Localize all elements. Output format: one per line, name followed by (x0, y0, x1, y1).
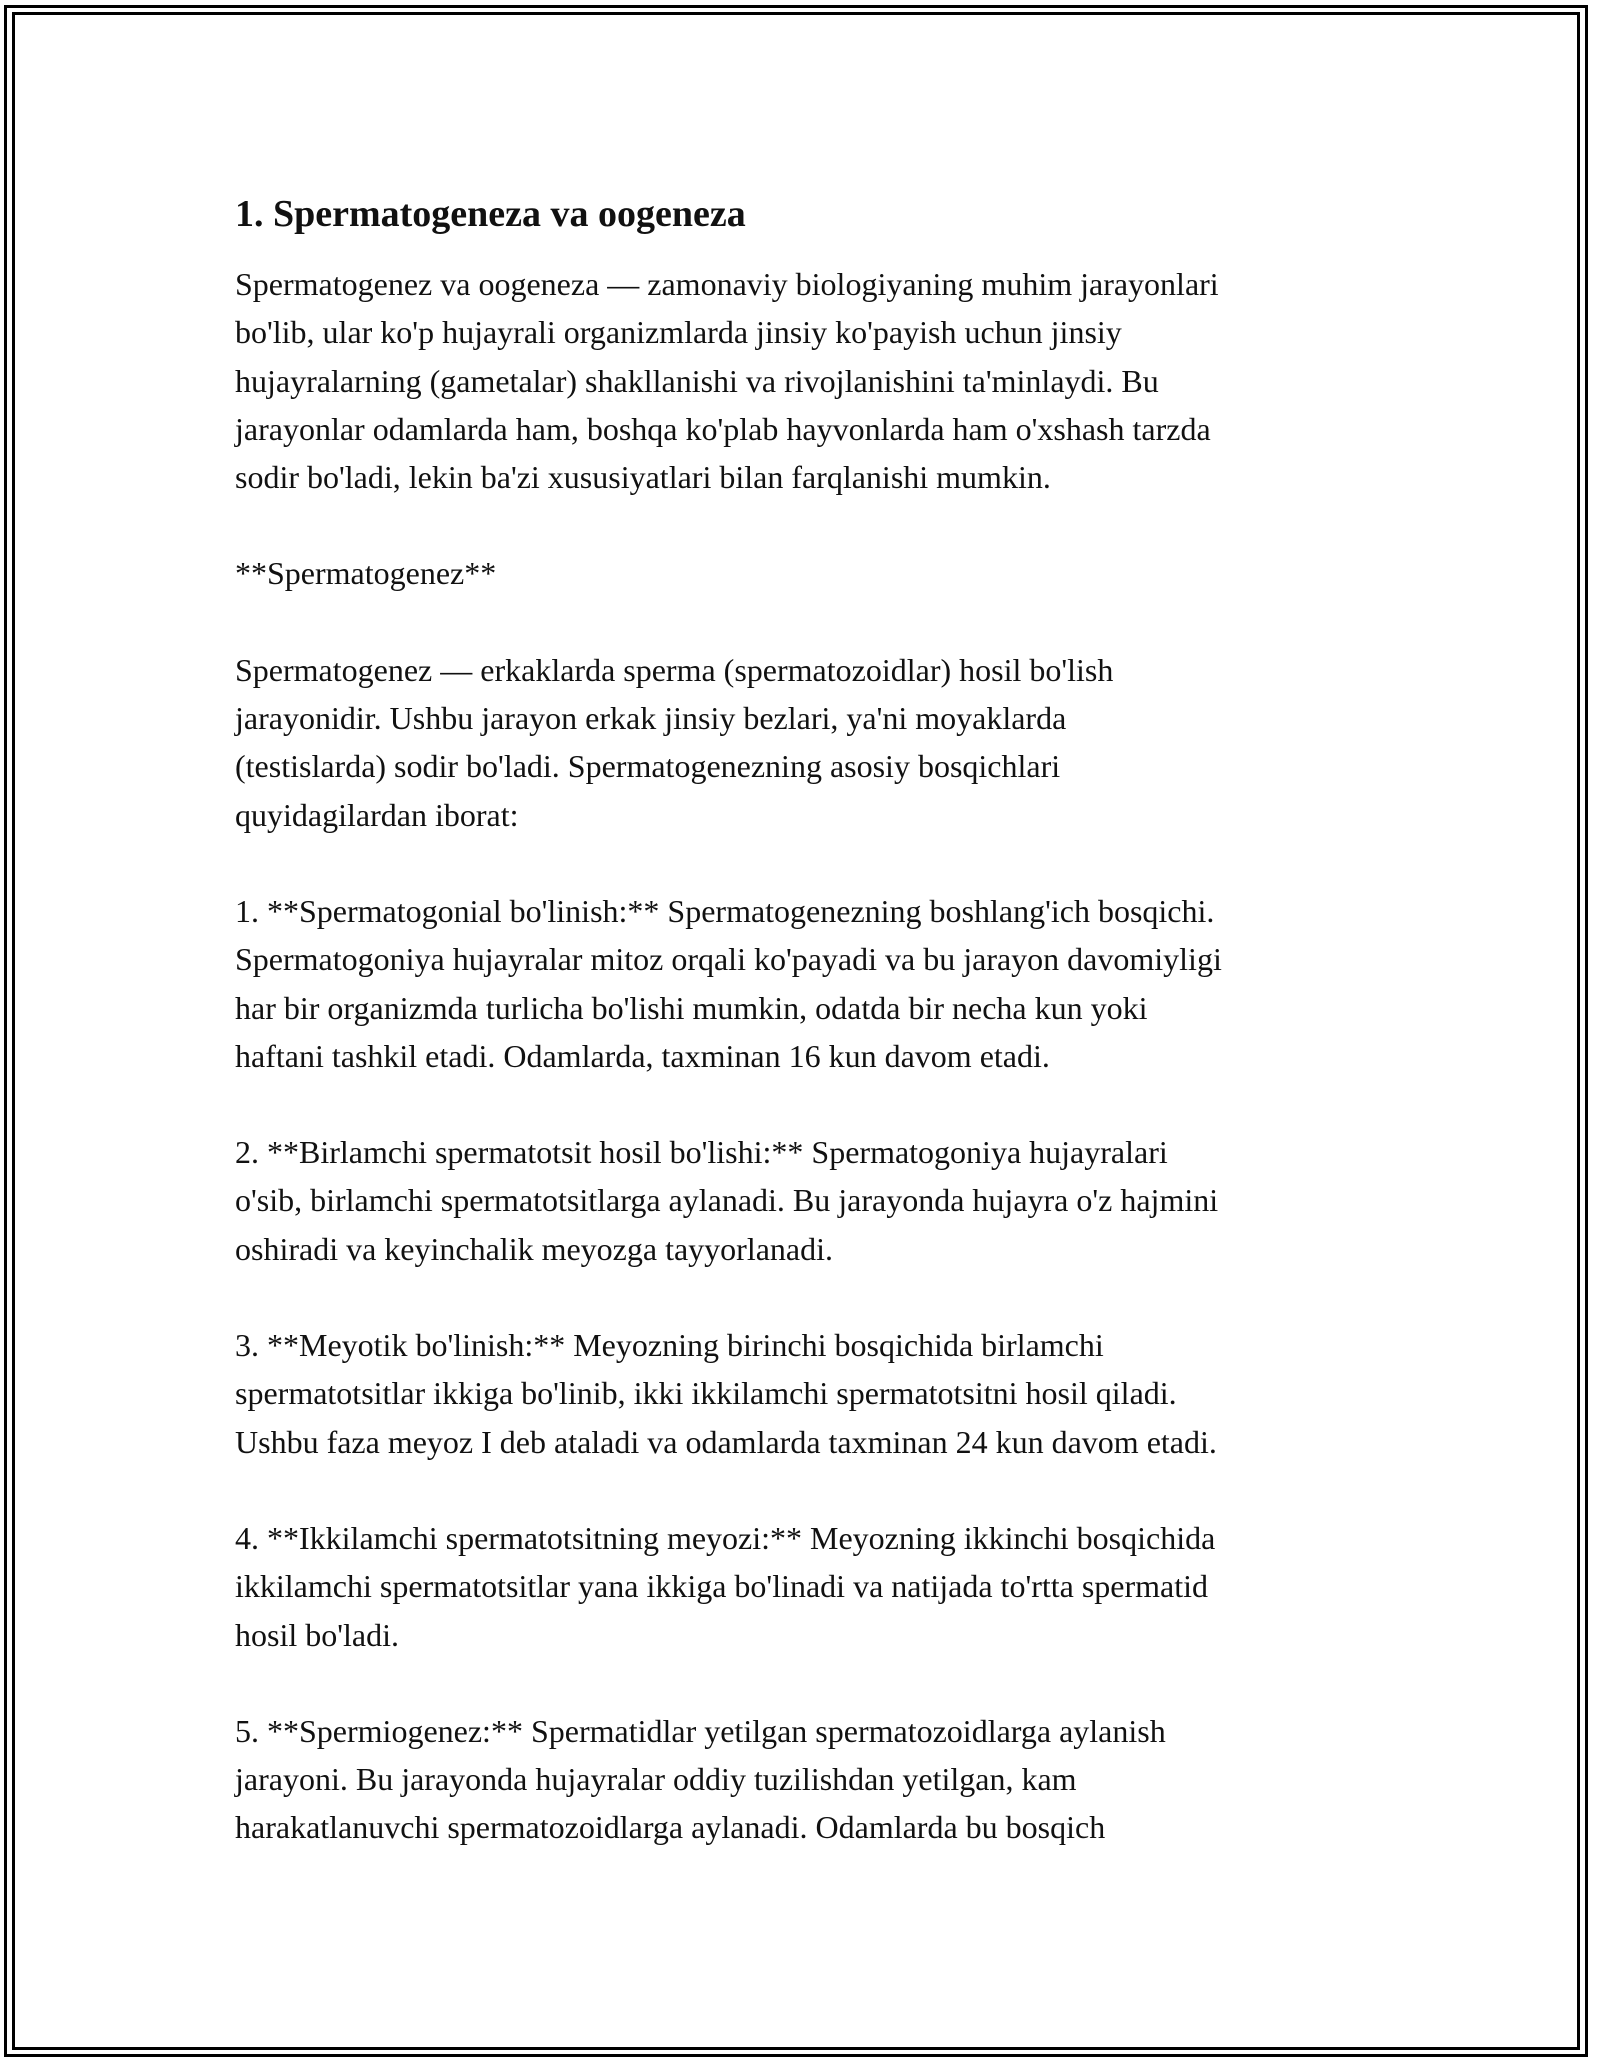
list-item-4: 4. **Ikkilamchi spermatotsitning meyozi:** Meyozning ikkinchi bosqichida ikkilamchi spermatotsitlar yana ikkiga bo'linadi va natijada to'rtta spermatid hosil bo'ladi. (235, 1519, 1216, 1653)
spermatogenez-definition-paragraph: Spermatogenez — erkaklarda sperma (spermatozoidlar) hosil bo'lish jarayonidir. Ushbu jarayon erkak jinsiy bezlari, ya'ni moyaklarda (testislarda) sodir bo'ladi. Spermatogenezning asosiy bosqichlari quyidagilardan iborat: (235, 651, 1114, 833)
document-title: 1. Spermatogeneza va oogeneza (235, 193, 746, 235)
list-item-1: 1. **Spermatogonial bo'linish:** Spermatogenezning boshlang'ich bosqichi. Spermatogoniya hujayralar mitoz orqali ko'payadi va bu jarayon davomiyligi har bir organizmda turlicha bo'lishi mumkin, odatda bir necha kun yoki haftani tashkil etadi. Odamlarda, taxminan 16 kun davom etadi. (235, 892, 1222, 1074)
list-item-5: 5. **Spermiogenez:** Spermatidlar yetilgan spermatozoidlarga aylanish jarayoni. Bu jarayonda hujayralar oddiy tuzilishdan yetilgan, kam harakatlanuvchi spermatozoidlarga aylanadi. Odamlarda bu bosqich (235, 1712, 1166, 1846)
intro-paragraph: Spermatogenez va oogeneza — zamonaviy biologiyaning muhim jarayonlari bo'lib, ular ko'p hujayrali organizmlarda jinsiy ko'payish uchun jinsiy hujayralarning (gametalar) shakllanishi va rivojlanishini ta'minlaydi. Bu jarayonlar odamlarda ham, boshqa ko'plab hayvonlarda ham o'xshash tarzda sodir bo'ladi, lekin ba'zi xususiyatlari bilan farqlanishi mumkin. (235, 266, 1219, 496)
section-heading-spermatogenez: **Spermatogenez** (235, 555, 497, 592)
list-item-3: 3. **Meyotik bo'linish:** Meyozning birinchi bosqichida birlamchi spermatotsitlar ikkiga bo'linib, ikki ikkilamchi spermatotsitni hosil qiladi. Ushbu faza meyoz I deb ataladi va odamlarda taxminan 24 kun davom etadi. (235, 1327, 1217, 1460)
document-body (235, 188, 1375, 1900)
list-item-2: 2. **Birlamchi spermatotsit hosil bo'lishi:** Spermatogoniya hujayralari o'sib, birlamchi spermatotsitlarga aylanadi. Bu jarayonda hujayra o'z hajmini oshiradi va keyinchalik meyozga tayyorlanadi. (235, 1134, 1219, 1267)
